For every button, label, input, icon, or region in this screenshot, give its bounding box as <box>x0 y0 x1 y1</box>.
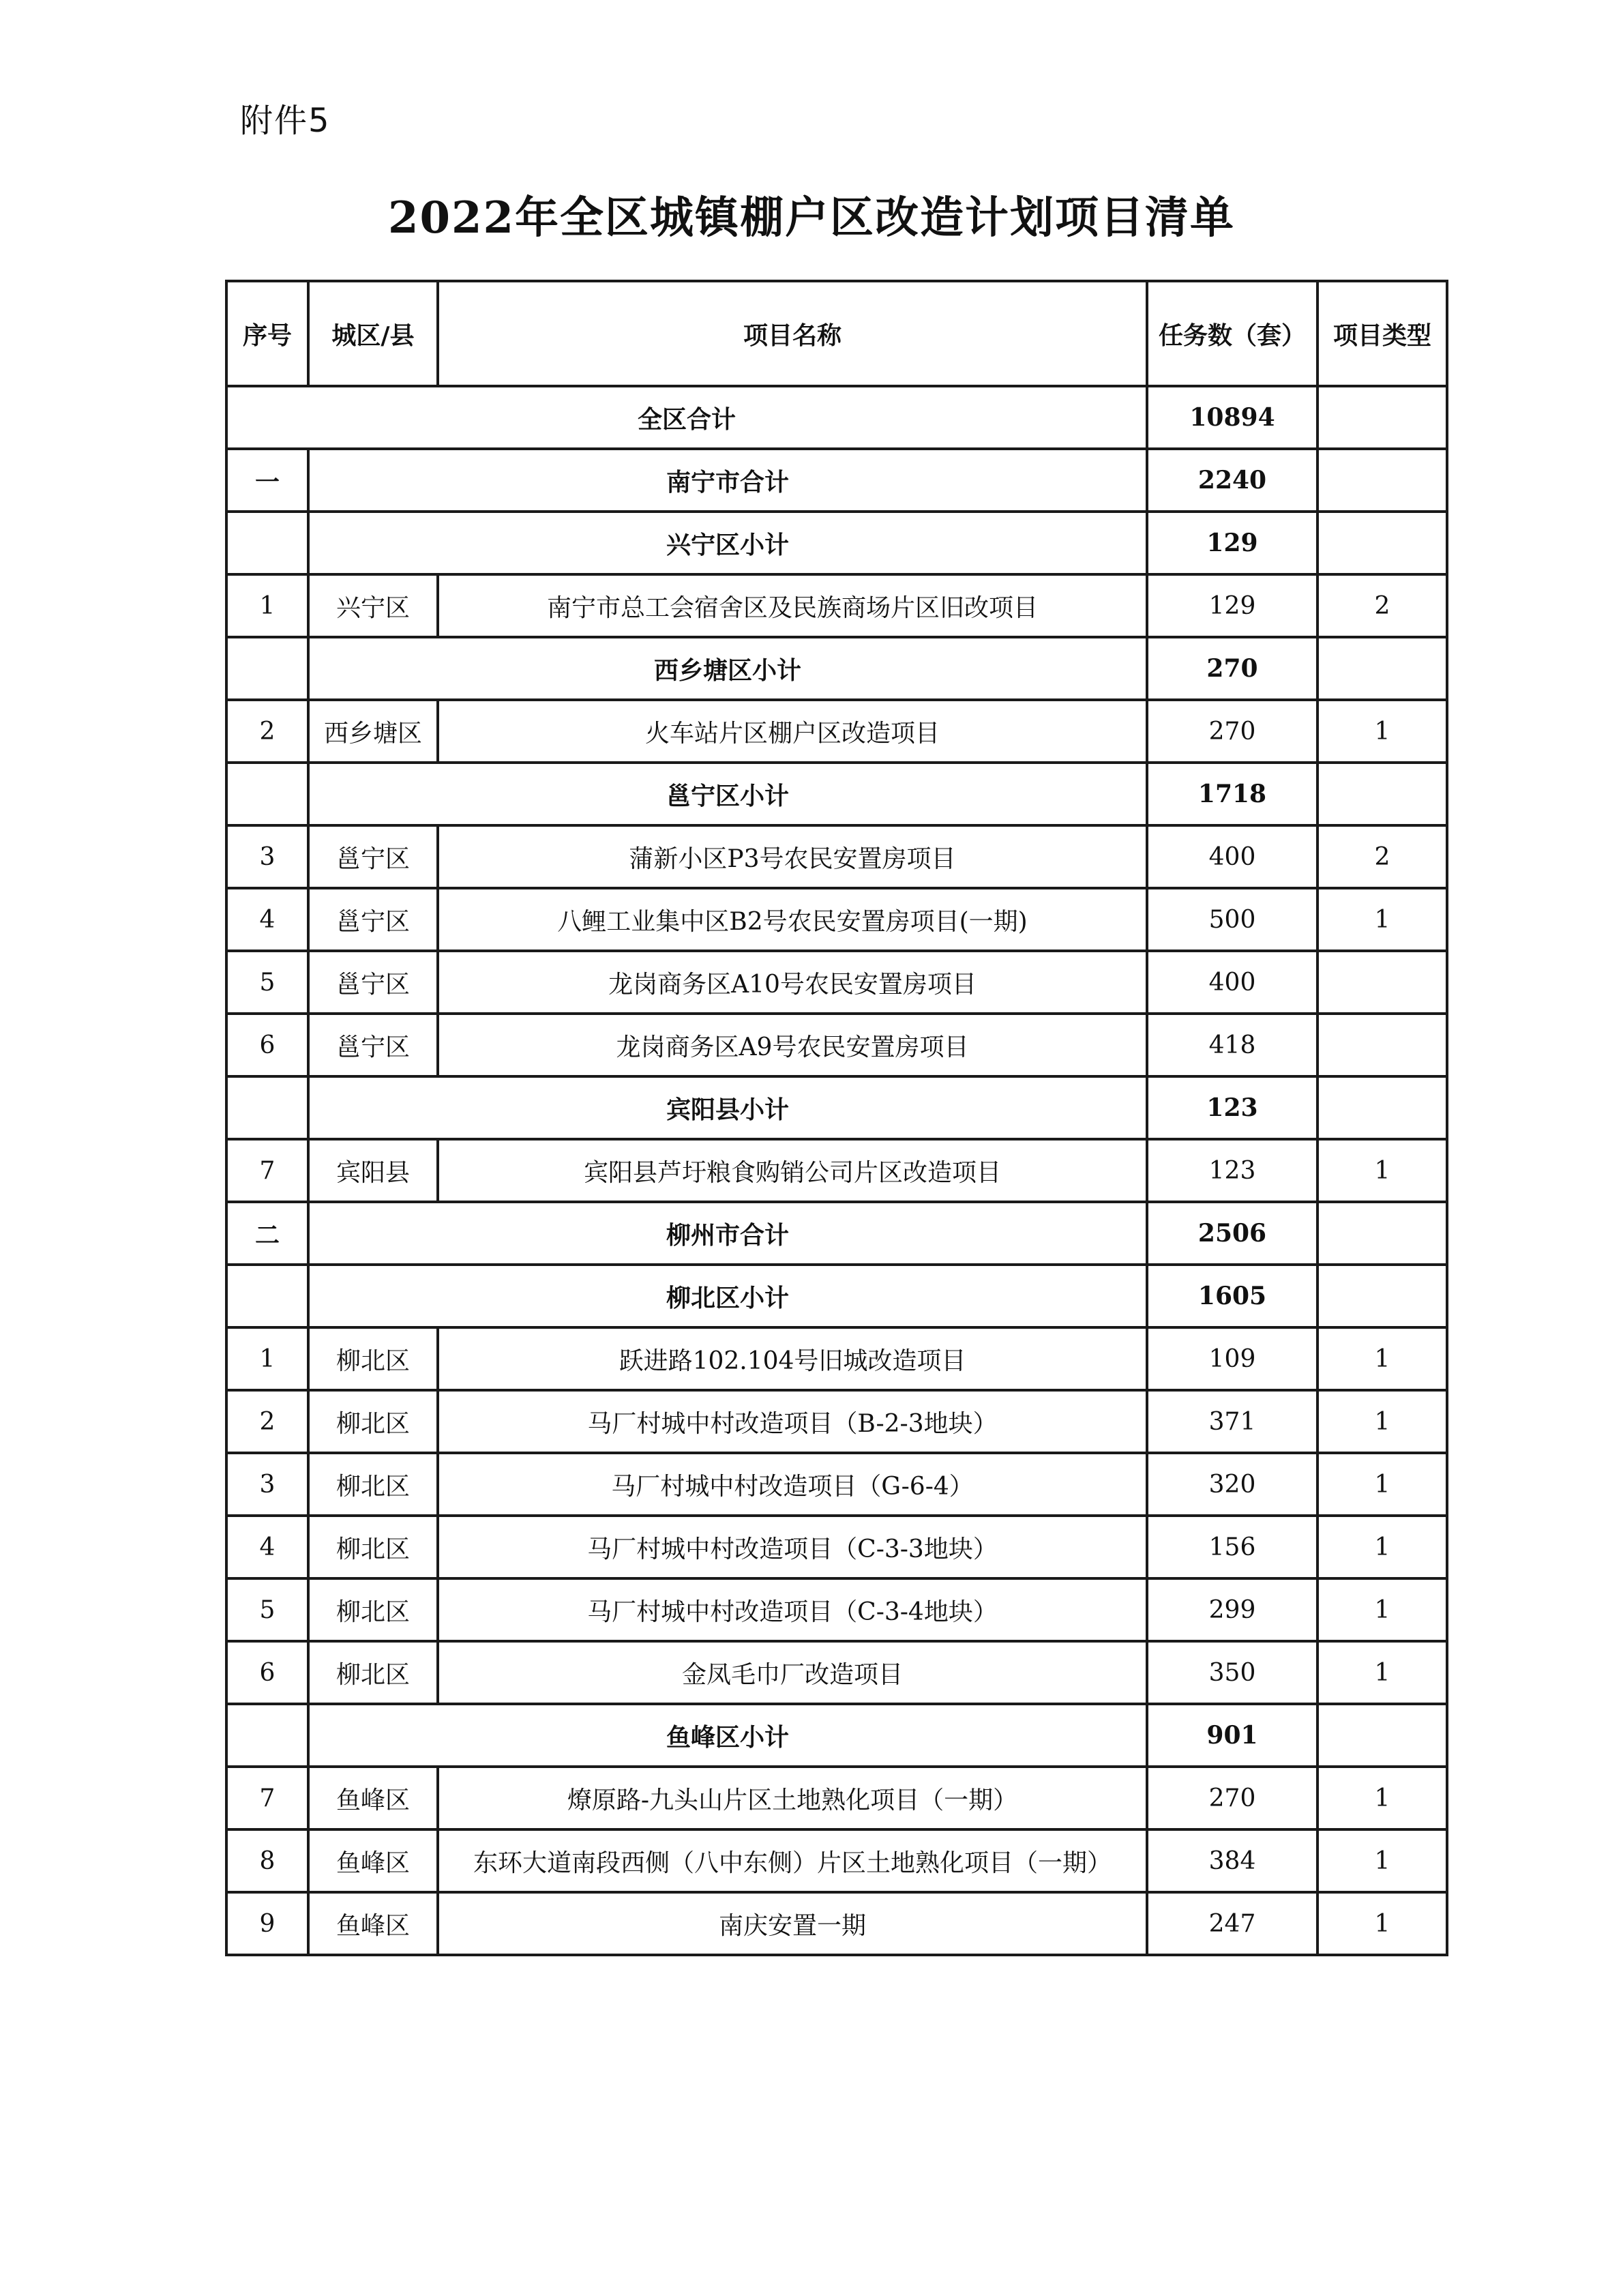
row-tasks: 123 <box>1147 1076 1317 1139</box>
row-label: 宾阳县小计 <box>308 1076 1147 1139</box>
row-type: 1 <box>1317 1327 1447 1390</box>
row-seq: 2 <box>226 700 308 763</box>
row-tasks: 384 <box>1147 1829 1317 1892</box>
table-row <box>226 1327 1447 1390</box>
city-total-row <box>226 449 1447 512</box>
row-seq: 4 <box>226 888 308 951</box>
row-project-name: 火车站片区棚户区改造项目 <box>438 700 1147 763</box>
row-district: 柳北区 <box>308 1453 438 1516</box>
row-type <box>1317 1704 1447 1767</box>
row-type: 1 <box>1317 1516 1447 1578</box>
header-district: 城区/县 <box>308 281 438 386</box>
row-project-name: 马厂村城中村改造项目（B-2-3地块） <box>438 1390 1147 1453</box>
row-tasks: 270 <box>1147 1767 1317 1829</box>
subtotal-row <box>226 763 1447 825</box>
row-project-name: 东环大道南段西侧（八中东侧）片区土地熟化项目（一期） <box>438 1829 1147 1892</box>
table-row <box>226 1516 1447 1578</box>
row-seq: 6 <box>226 1014 308 1076</box>
table-row <box>226 1767 1447 1829</box>
table-row <box>226 1641 1447 1704</box>
row-label: 西乡塘区小计 <box>308 637 1147 700</box>
row-type: 1 <box>1317 1892 1447 1955</box>
row-type: 1 <box>1317 888 1447 951</box>
row-seq: 5 <box>226 951 308 1014</box>
row-district: 兴宁区 <box>308 574 438 637</box>
row-seq: 一 <box>226 449 308 512</box>
row-label: 兴宁区小计 <box>308 512 1147 574</box>
row-tasks: 400 <box>1147 825 1317 888</box>
project-table <box>225 280 1448 1956</box>
row-project-name: 马厂村城中村改造项目（C-3-3地块） <box>438 1516 1147 1578</box>
row-seq: 6 <box>226 1641 308 1704</box>
grand-total-row <box>226 386 1447 449</box>
row-project-name: 金凤毛巾厂改造项目 <box>438 1641 1147 1704</box>
row-district: 邕宁区 <box>308 951 438 1014</box>
row-project-name: 蒲新小区P3号农民安置房项目 <box>438 825 1147 888</box>
row-type: 1 <box>1317 1453 1447 1516</box>
row-tasks: 2506 <box>1147 1202 1317 1265</box>
row-tasks: 123 <box>1147 1139 1317 1202</box>
row-tasks: 901 <box>1147 1704 1317 1767</box>
row-project-name: 龙岗商务区A9号农民安置房项目 <box>438 1014 1147 1076</box>
row-seq: 7 <box>226 1139 308 1202</box>
header-project-type: 项目类型 <box>1317 281 1447 386</box>
row-tasks: 270 <box>1147 637 1317 700</box>
row-district: 柳北区 <box>308 1516 438 1578</box>
row-tasks: 371 <box>1147 1390 1317 1453</box>
row-tasks: 109 <box>1147 1327 1317 1390</box>
row-type: 1 <box>1317 1641 1447 1704</box>
row-seq <box>226 1076 308 1139</box>
row-seq: 2 <box>226 1390 308 1453</box>
row-tasks: 320 <box>1147 1453 1317 1516</box>
row-district: 宾阳县 <box>308 1139 438 1202</box>
row-tasks: 156 <box>1147 1516 1317 1578</box>
row-type <box>1317 512 1447 574</box>
row-district: 柳北区 <box>308 1641 438 1704</box>
row-seq: 8 <box>226 1829 308 1892</box>
row-type: 1 <box>1317 1139 1447 1202</box>
row-label: 全区合计 <box>226 386 1147 449</box>
row-seq: 7 <box>226 1767 308 1829</box>
subtotal-row <box>226 512 1447 574</box>
row-type <box>1317 1014 1447 1076</box>
row-project-name: 宾阳县芦圩粮食购销公司片区改造项目 <box>438 1139 1147 1202</box>
header-tasks: 任务数（套） <box>1147 281 1317 386</box>
row-district: 邕宁区 <box>308 1014 438 1076</box>
row-tasks: 129 <box>1147 512 1317 574</box>
row-district: 邕宁区 <box>308 825 438 888</box>
row-tasks: 270 <box>1147 700 1317 763</box>
row-seq: 4 <box>226 1516 308 1578</box>
row-tasks: 1605 <box>1147 1265 1317 1327</box>
row-district: 邕宁区 <box>308 888 438 951</box>
row-district: 鱼峰区 <box>308 1829 438 1892</box>
row-district: 鱼峰区 <box>308 1892 438 1955</box>
row-project-name: 龙岗商务区A10号农民安置房项目 <box>438 951 1147 1014</box>
subtotal-row <box>226 1704 1447 1767</box>
table-row <box>226 1892 1447 1955</box>
row-type: 1 <box>1317 700 1447 763</box>
row-seq: 1 <box>226 574 308 637</box>
row-label: 南宁市合计 <box>308 449 1147 512</box>
row-type <box>1317 1265 1447 1327</box>
row-district: 柳北区 <box>308 1390 438 1453</box>
table-row <box>226 574 1447 637</box>
row-district: 西乡塘区 <box>308 700 438 763</box>
row-project-name: 跃进路102.104号旧城改造项目 <box>438 1327 1147 1390</box>
row-tasks: 418 <box>1147 1014 1317 1076</box>
row-project-name: 燎原路-九头山片区土地熟化项目（一期） <box>438 1767 1147 1829</box>
row-seq: 3 <box>226 1453 308 1516</box>
table-row <box>226 1139 1447 1202</box>
row-type <box>1317 763 1447 825</box>
row-seq: 5 <box>226 1578 308 1641</box>
row-seq: 3 <box>226 825 308 888</box>
table-row <box>226 1014 1447 1076</box>
subtotal-row <box>226 637 1447 700</box>
row-seq <box>226 763 308 825</box>
row-project-name: 南宁市总工会宿舍区及民族商场片区旧改项目 <box>438 574 1147 637</box>
row-tasks: 129 <box>1147 574 1317 637</box>
header-seq: 序号 <box>226 281 308 386</box>
row-type: 1 <box>1317 1578 1447 1641</box>
row-district: 柳北区 <box>308 1327 438 1390</box>
row-seq: 二 <box>226 1202 308 1265</box>
row-tasks: 247 <box>1147 1892 1317 1955</box>
row-tasks: 400 <box>1147 951 1317 1014</box>
table-row <box>226 951 1447 1014</box>
table-row <box>226 1453 1447 1516</box>
row-seq <box>226 637 308 700</box>
row-type <box>1317 951 1447 1014</box>
city-total-row <box>226 1202 1447 1265</box>
table-row <box>226 1390 1447 1453</box>
row-seq <box>226 1265 308 1327</box>
row-tasks: 350 <box>1147 1641 1317 1704</box>
attachment-label: 附件5 <box>240 102 331 140</box>
row-project-name: 马厂村城中村改造项目（C-3-4地块） <box>438 1578 1147 1641</box>
row-type <box>1317 386 1447 449</box>
row-label: 柳州市合计 <box>308 1202 1147 1265</box>
row-district: 鱼峰区 <box>308 1767 438 1829</box>
row-label: 邕宁区小计 <box>308 763 1147 825</box>
row-project-name: 八鲤工业集中区B2号农民安置房项目(一期) <box>438 888 1147 951</box>
row-project-name: 南庆安置一期 <box>438 1892 1147 1955</box>
row-tasks: 10894 <box>1147 386 1317 449</box>
row-type <box>1317 1202 1447 1265</box>
document-title: 2022年全区城镇棚户区改造计划项目清单 <box>387 192 1236 244</box>
table-header-row <box>226 281 1447 386</box>
row-seq: 9 <box>226 1892 308 1955</box>
row-tasks: 299 <box>1147 1578 1317 1641</box>
table-row <box>226 1829 1447 1892</box>
row-tasks: 1718 <box>1147 763 1317 825</box>
row-label: 鱼峰区小计 <box>308 1704 1147 1767</box>
table-row <box>226 700 1447 763</box>
row-type: 2 <box>1317 825 1447 888</box>
table-row <box>226 825 1447 888</box>
row-seq <box>226 1704 308 1767</box>
row-type <box>1317 1076 1447 1139</box>
table-row <box>226 888 1447 951</box>
row-type: 1 <box>1317 1767 1447 1829</box>
subtotal-row <box>226 1265 1447 1327</box>
row-type: 2 <box>1317 574 1447 637</box>
row-tasks: 500 <box>1147 888 1317 951</box>
row-type: 1 <box>1317 1390 1447 1453</box>
row-type <box>1317 637 1447 700</box>
row-district: 柳北区 <box>308 1578 438 1641</box>
row-seq <box>226 512 308 574</box>
row-label: 柳北区小计 <box>308 1265 1147 1327</box>
table-row <box>226 1578 1447 1641</box>
row-type <box>1317 449 1447 512</box>
row-type: 1 <box>1317 1829 1447 1892</box>
row-tasks: 2240 <box>1147 449 1317 512</box>
subtotal-row <box>226 1076 1447 1139</box>
header-project-name: 项目名称 <box>438 281 1147 386</box>
row-project-name: 马厂村城中村改造项目（G-6-4） <box>438 1453 1147 1516</box>
row-seq: 1 <box>226 1327 308 1390</box>
